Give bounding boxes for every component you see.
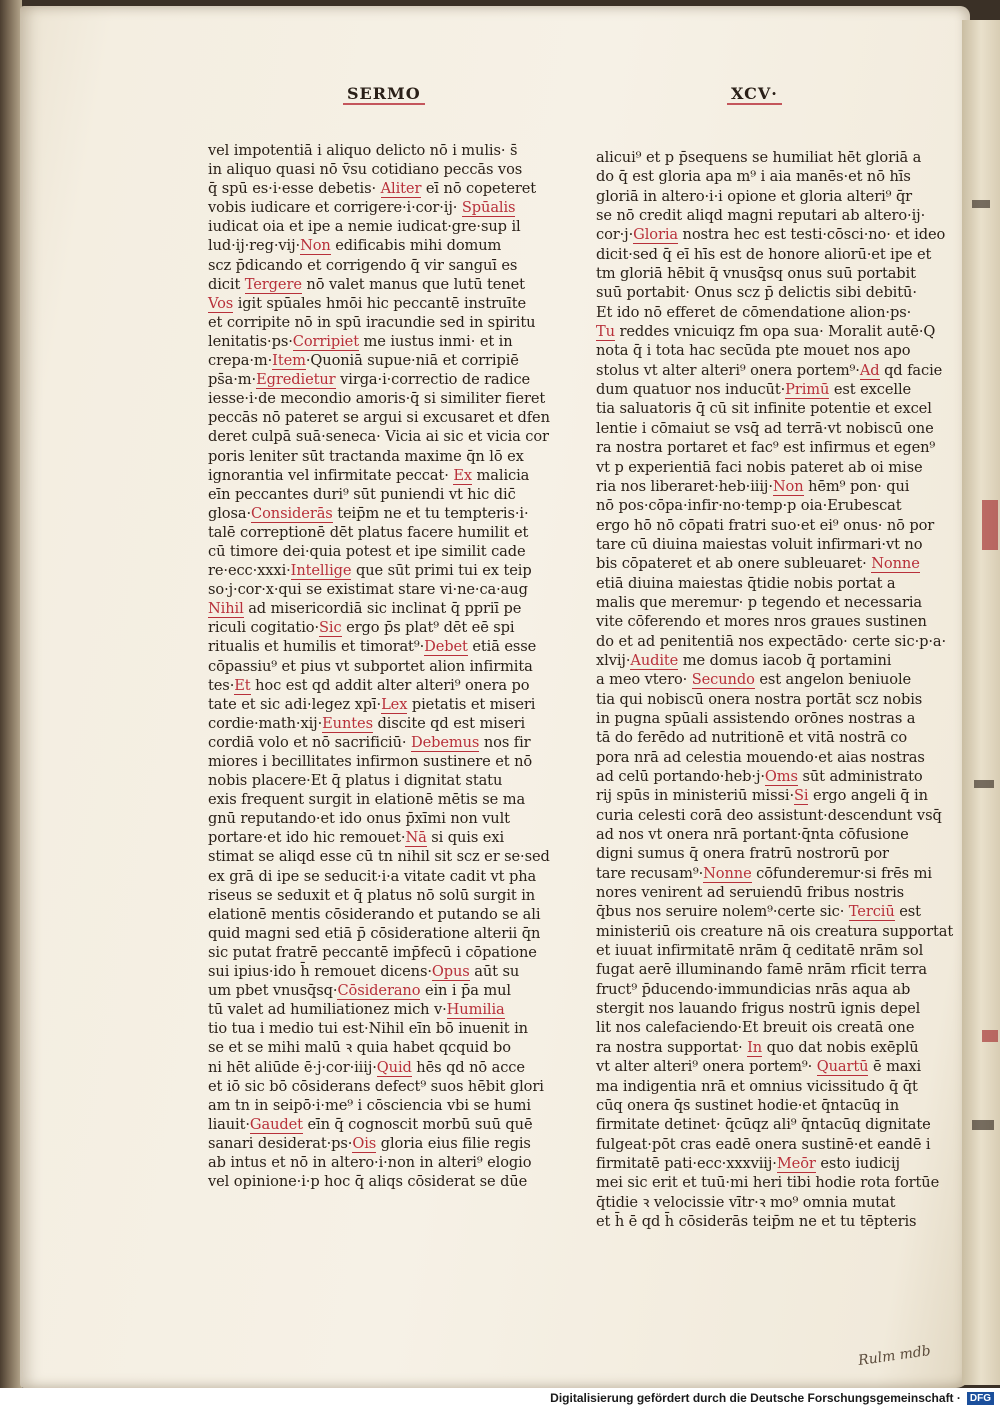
rubricated-word: Euntes — [322, 714, 373, 732]
text-line: q̄tidie ꝛ velocissie vītr·ꝛ mo⁹ omnia mutat — [596, 1193, 896, 1211]
text-line: nobis placere·Et q̄ platus i dignitat statu — [208, 772, 503, 790]
text-line: tare cū diuina maiestas voluit infirmari·vt no — [596, 535, 923, 553]
text-line: cū timore dei·quia potest et ipe similit cade — [208, 542, 526, 560]
text-line: gnū reputando·et ido onus p̄xīmi non vult — [208, 810, 510, 828]
text-line: tā do ferēdo ad nutritionē et vitā nostrā co — [596, 729, 908, 747]
rubricated-word: Secundo — [691, 671, 755, 689]
text-line: crepa·m·Item·Quoniā supue·niā et corripiē — [208, 352, 519, 370]
text-line: malis que meremur· p tegendo et necessaria — [596, 593, 923, 611]
text-line: lit nos calefaciendo·Et breuit ois creatā one — [596, 1019, 915, 1037]
text-line: so·j·cor·x·qui se existimat stare vi·ne·ca·aug — [208, 581, 528, 599]
text-line: nores venirent ad seruiendū fribus nostris — [596, 884, 905, 902]
rubricated-word: Quid — [376, 1058, 412, 1076]
rubricated-word: Meōr — [776, 1154, 816, 1172]
rubricated-word: Aliter — [380, 180, 422, 198]
text-line: se nō credit aliqd magni reputari ab altero·ij· — [596, 207, 926, 225]
running-header-left: SERMO — [347, 82, 421, 106]
text-line: cordie·math·xij·Euntes discite qd est miseri — [208, 714, 526, 732]
text-column-right — [596, 148, 954, 1231]
text-line: dicit·sed q̄ eī hīs est de honore aliorū·et ipe et — [596, 245, 932, 263]
text-line: in pugna spūali assistendo orōnes nostras a — [596, 709, 916, 727]
rubricated-word: Oms — [764, 768, 798, 785]
text-line: cor·j·Gloria nostra hec est testi·cōsci·no· et ideo — [596, 226, 946, 244]
rubricated-word: Audite — [630, 651, 679, 669]
text-line: q̄bus nos seruire nolem⁹·certe sic· Terciū est — [596, 903, 921, 921]
text-line: sic putat fratrē peccantē imp̄fecū i cōpatione — [208, 943, 537, 961]
rubricated-word: In — [747, 1038, 763, 1056]
text-line: a meo vtero· Secundo est angelon beniuole — [596, 671, 912, 689]
text-line: tate et sic adi·legez xpī·Lex pietatis et miseri — [208, 695, 536, 713]
text-line: vel impotentiā i aliquo delicto nō i mulis· s̄ — [208, 142, 518, 159]
text-line: bis cōpateret et ab onere subleuaret· Nonne — [596, 555, 920, 573]
rubricated-word: Opus — [431, 963, 470, 981]
text-line: ra nostra supportat· In quo dat nobis exēplū — [596, 1038, 919, 1056]
text-line: tm gloriā hēbit q̄ vnusq̄sq onus suū portabit — [596, 265, 916, 283]
text-line: et h̄ ē qd h̄ cōsiderās teip̄m ne et tu tēpteris — [596, 1212, 917, 1230]
text-line: vt p experientiā faci nobis pateret ab oi mise — [596, 458, 923, 476]
text-line: portare·et ido hic remouet·Nā si quis exi — [208, 829, 505, 847]
text-line: do q̄ est gloria apa m⁹ i aia manēs·et nō hīs — [596, 168, 911, 186]
text-line: alicui⁹ et p p̄sequens se humiliat hēt gloriā a — [596, 149, 922, 166]
text-line: firmitatē pati·ecc·xxxviij·Meōr esto iudicij — [596, 1154, 900, 1172]
text-line: glosa·Considerās teip̄m ne et tu tempteris·i· — [208, 504, 529, 522]
text-line: re·ecc·xxxi·Intellige que sūt primi tui ex teip — [208, 562, 532, 580]
text-line: Vos igit spūales hmōi hic peccantē instruīte — [208, 294, 527, 312]
text-line: exis frequent surgit in elationē mētis se ma — [208, 791, 526, 809]
rubricated-word: Non — [772, 477, 804, 495]
rubricated-word: Nonne — [871, 555, 920, 573]
rubricated-word: Non — [300, 237, 331, 255]
text-line: vite cōferendo et mores nros graues sustinen — [596, 613, 927, 631]
text-line: etiā diuina maiestas q̄tidie nobis portat a — [596, 574, 896, 592]
text-line: dum quatuor nos inducūt·Primū est excelle — [596, 381, 912, 399]
text-line: tia saluatoris q̄ cū sit infinite potentie et excel — [596, 400, 932, 418]
text-line: tare recusam⁹·Nonne cōfunderemur·si frēs mi — [596, 864, 932, 882]
text-line: Nihil ad misericordiā sic inclinat q̄ ppriī pe — [208, 600, 522, 618]
text-line: digni sumus q̄ onera fratrū nostrorū por — [596, 845, 889, 863]
text-line: tio tua i medio tui est·Nihil eīn bō inuenit in — [208, 1020, 528, 1038]
rubricated-word: Debet — [424, 638, 468, 656]
text-line: cordiā volo et nō sacrificiū· Debemus nos fir — [208, 733, 531, 751]
text-line: sanari desiderat·ps·Ois gloria eius filie regis — [208, 1134, 531, 1152]
rubricated-word: Humilia — [446, 1001, 505, 1019]
text-line: riseus se seduxit et q̄ platus nō solū surgit in — [208, 886, 536, 904]
text-line: ra nostra portaret et fac⁹ est infirmus et egen⁹ — [596, 439, 936, 457]
text-line: talē correptionē dēt platus facere humilit et — [208, 523, 529, 541]
text-column-left — [208, 141, 550, 1191]
text-line: ad celū portando·heb·j·Oms sūt administrato — [596, 768, 923, 785]
text-line: ab intus et nō in altero·i·non in alteri⁹ elogio — [208, 1153, 532, 1171]
rubricated-word: Cōsiderano — [337, 982, 421, 1000]
text-line: firmitate detinet· q̄cūqz ali⁹ q̄ntacūq dignitate — [596, 1116, 931, 1134]
text-line: peccās nō pateret se argui si excusaret et dfen — [208, 409, 550, 427]
text-line: q̄ spū es·i·esse debetis· Aliter eī nō copeteret — [208, 180, 537, 198]
text-line: iudicat oia et ipe a nemie iudicat·gre·sup il — [208, 218, 521, 236]
text-line: curia celesti corā deo assistunt·descendunt vsq̄ — [596, 806, 942, 824]
text-line: suū portabit· Onus scz p̄ delictis sibi debitū· — [596, 284, 917, 302]
facing-page-edge — [962, 20, 1000, 1385]
text-line: stimat se aliqd esse cū tn nihil sit scz er se·sed — [208, 848, 550, 866]
rubricated-word: Tergere — [244, 275, 302, 293]
text-line: vel opinione·i·p hoc q̄ aliqs cōsiderat se dūe — [208, 1173, 528, 1191]
text-line: liauit·Gaudet eīn q̄ cognoscit morbū suū quē — [208, 1115, 533, 1133]
text-line: nō pos·cōpa·infir·no·temp·p oia·Erubescat — [596, 497, 902, 515]
text-line: ni hēt aliūde ē·j·cor·iiij·Quid hēs qd nō acce — [208, 1058, 525, 1076]
text-line: rij spūs in ministeriū missi·Si ergo angeli q̄ in — [596, 787, 928, 805]
text-line: tū valet ad humiliationez mich v·Humilia — [208, 1001, 505, 1019]
rubricated-word: Debemus — [410, 733, 480, 751]
rubricated-word: Ex — [453, 466, 473, 484]
folio-number: XCV· — [731, 82, 778, 106]
text-line: elationē mentis cōsiderando et putando se ali — [208, 905, 541, 923]
rubricated-word: Quartū — [816, 1058, 869, 1076]
handwritten-marginalia: Rulm mdb — [857, 1343, 932, 1369]
rubricated-word: Nā — [405, 829, 427, 847]
rubricated-word: Egredietur — [256, 371, 336, 389]
text-line: nota q̄ i tota hac secūda pte mouet nos apo — [596, 342, 911, 360]
text-line: am tn in seipō·i·me⁹ i cōsciencia vbi se humi — [208, 1096, 531, 1114]
text-line: lentie i cōmaiut se vsq̄ ad terrā·vt nobiscū one — [596, 419, 934, 437]
text-line: xlvij·Audite me domus iacob q̄ portamini — [596, 651, 892, 669]
text-line: ignorantia vel infirmitate peccat· Ex malicia — [208, 466, 530, 484]
text-line: deret culpā suā·seneca· Vicia ai sic et vicia cor — [208, 428, 549, 446]
text-line: tes·Et hoc est qd addit alter alteri⁹ onera po — [208, 676, 530, 694]
rubricated-word: Terciū — [848, 903, 895, 921]
text-line: Tu reddes vnicuiqz fm opa sua· Moralit autē·Q — [596, 323, 936, 341]
rubricated-word: Considerās — [251, 504, 333, 522]
funding-notice: Digitalisierung gefördert durch die Deutsche Forschungsgemeinschaft · — [550, 1391, 961, 1405]
rubricated-word: Sic — [318, 619, 342, 637]
text-line: um pbet vnusq̄sq·Cōsiderano ein i p̄a mul — [208, 982, 511, 1000]
text-line: stergit nos lauando frigus nostrū ignis depel — [596, 1000, 921, 1018]
rubricated-word: Et — [234, 676, 251, 694]
text-line: se et se mihi malū ꝛ quia habet qcquid bo — [208, 1039, 511, 1057]
text-line: mei sic erit et tuū·mi heri tibi hodie rota fortūe — [596, 1174, 940, 1192]
text-line: lenitatis·ps·Corripiet me iustus inmi· et in — [208, 332, 513, 350]
text-line: ad nos vt onera nrā portant·q̄nta cōfusione — [596, 826, 909, 844]
rubricated-word: Lex — [381, 695, 408, 713]
rubricated-word: Vos — [208, 294, 234, 312]
text-line: et corripite nō in spū iracundie sed in spiritu — [208, 313, 536, 331]
text-line: in aliquo quasi nō v̄su cotidiano peccās vos — [208, 161, 523, 179]
rubricated-word: Corripiet — [292, 332, 359, 350]
rubricated-word: Ois — [352, 1134, 377, 1152]
book-spine — [0, 0, 22, 1395]
text-line: quid magni sed etiā p̄ cōsideratione alterii q̄n — [208, 924, 541, 942]
text-line: miores i becillitates infirmon sustinere et nō — [208, 753, 533, 770]
text-line: do et ad penitentiā nos expectādo· certe sic·p·a· — [596, 632, 947, 650]
rubricated-word: Ad — [859, 361, 880, 379]
text-line: Et ido nō efferet de cōmendatione alion·ps· — [596, 303, 912, 321]
text-line: ria nos liberaret·heb·iiij·Non hēm⁹ pon· qui — [596, 477, 910, 495]
text-line: sui ipius·ido h̄ remouet dicens·Opus aūt su — [208, 963, 520, 981]
text-line: eīn peccantes duri⁹ sūt puniendi vt hic dic̄ — [208, 485, 516, 503]
text-line: riculi cogitatio·Sic ergo p̄s plat⁹ dēt eē spi — [208, 619, 515, 637]
rubricated-word: Gloria — [633, 226, 678, 244]
rubricated-word: Spūalis — [461, 199, 516, 217]
text-line: pora nrā ad celestia mouendo·et aias nostras — [596, 748, 925, 766]
text-line: ministeriū ois creature nā ois creatura supportat — [596, 922, 954, 940]
rubricated-word: Gaudet — [249, 1115, 303, 1133]
rubricated-word: Tu — [596, 323, 615, 341]
text-line: cūq onera q̄s sustinet hodie·et q̄ntacūq in — [596, 1096, 900, 1114]
text-line: tia qui nobiscū onera nostra portāt scz nobis — [596, 690, 923, 708]
text-line: ex grā di ipe se seducit·i·a vitate cadit vt pha — [208, 867, 537, 885]
text-line: lud·ij·reg·vij·Non edificabis mihi domum — [208, 237, 502, 255]
text-line: ergo hō nō cōpati fratri suo·et ei⁹ onus· nō por — [596, 516, 935, 534]
text-line: et iuuat infirmitatē nrām q̄ ceditatē nrām sol — [596, 942, 924, 960]
footer-bar — [0, 1388, 1000, 1408]
text-line: cōpassiu⁹ et pius vt subportet alion infirmita — [208, 657, 533, 675]
text-line: iesse·i·de mecondio amoris·q̄ si similiter fieret — [208, 390, 546, 408]
rubricated-word: Nonne — [703, 864, 752, 882]
text-line: et iō sic bō cōsiderans defect⁹ suos hēbit glori — [208, 1077, 544, 1095]
text-line: fulgeat·pōt cras eadē onera sustinē·et eandē i — [596, 1135, 931, 1153]
text-line: poris leniter sūt tractanda maxime q̄n lō ex — [208, 447, 524, 465]
text-line: fruct⁹ p̄ducendo·immundicias nrās aqua ab — [596, 980, 911, 998]
text-line: ritualis et humilis et timorat⁹·Debet etiā esse — [208, 638, 537, 656]
rubricated-word: Nihil — [208, 600, 244, 618]
rubricated-word: Si — [794, 787, 809, 805]
text-line: ma indigentia nrā et omnius vicissitudo q̄ q̄t — [596, 1077, 918, 1095]
rubricated-word: Intellige — [290, 562, 352, 580]
text-line: vobis iudicare et corrigere·i·cor·ij· Spūalis — [208, 199, 516, 217]
dfg-logo: DFG — [967, 1392, 994, 1405]
text-line: scz p̄dicando et corrigendo q̄ vir sanguī es — [208, 256, 518, 274]
text-line: ps̄a·m·Egredietur virga·i·correctio de radice — [208, 371, 531, 389]
text-line: vt alter alteri⁹ onera portem⁹· Quartū ē maxi — [596, 1058, 922, 1076]
text-line: gloriā in altero·i·i opione et gloria alteri⁹ q̄r — [596, 187, 913, 205]
text-line: dicit Tergere nō valet manus que lutū tenet — [208, 275, 525, 293]
text-line: fugat aerē illuminando famē nrām rficit terra — [596, 961, 927, 979]
rubricated-word: Item — [272, 352, 306, 370]
rubricated-word: Primū — [785, 381, 830, 399]
text-line: stolus vt alter alteri⁹ onera portem⁹·Ad qd facie — [596, 361, 943, 379]
